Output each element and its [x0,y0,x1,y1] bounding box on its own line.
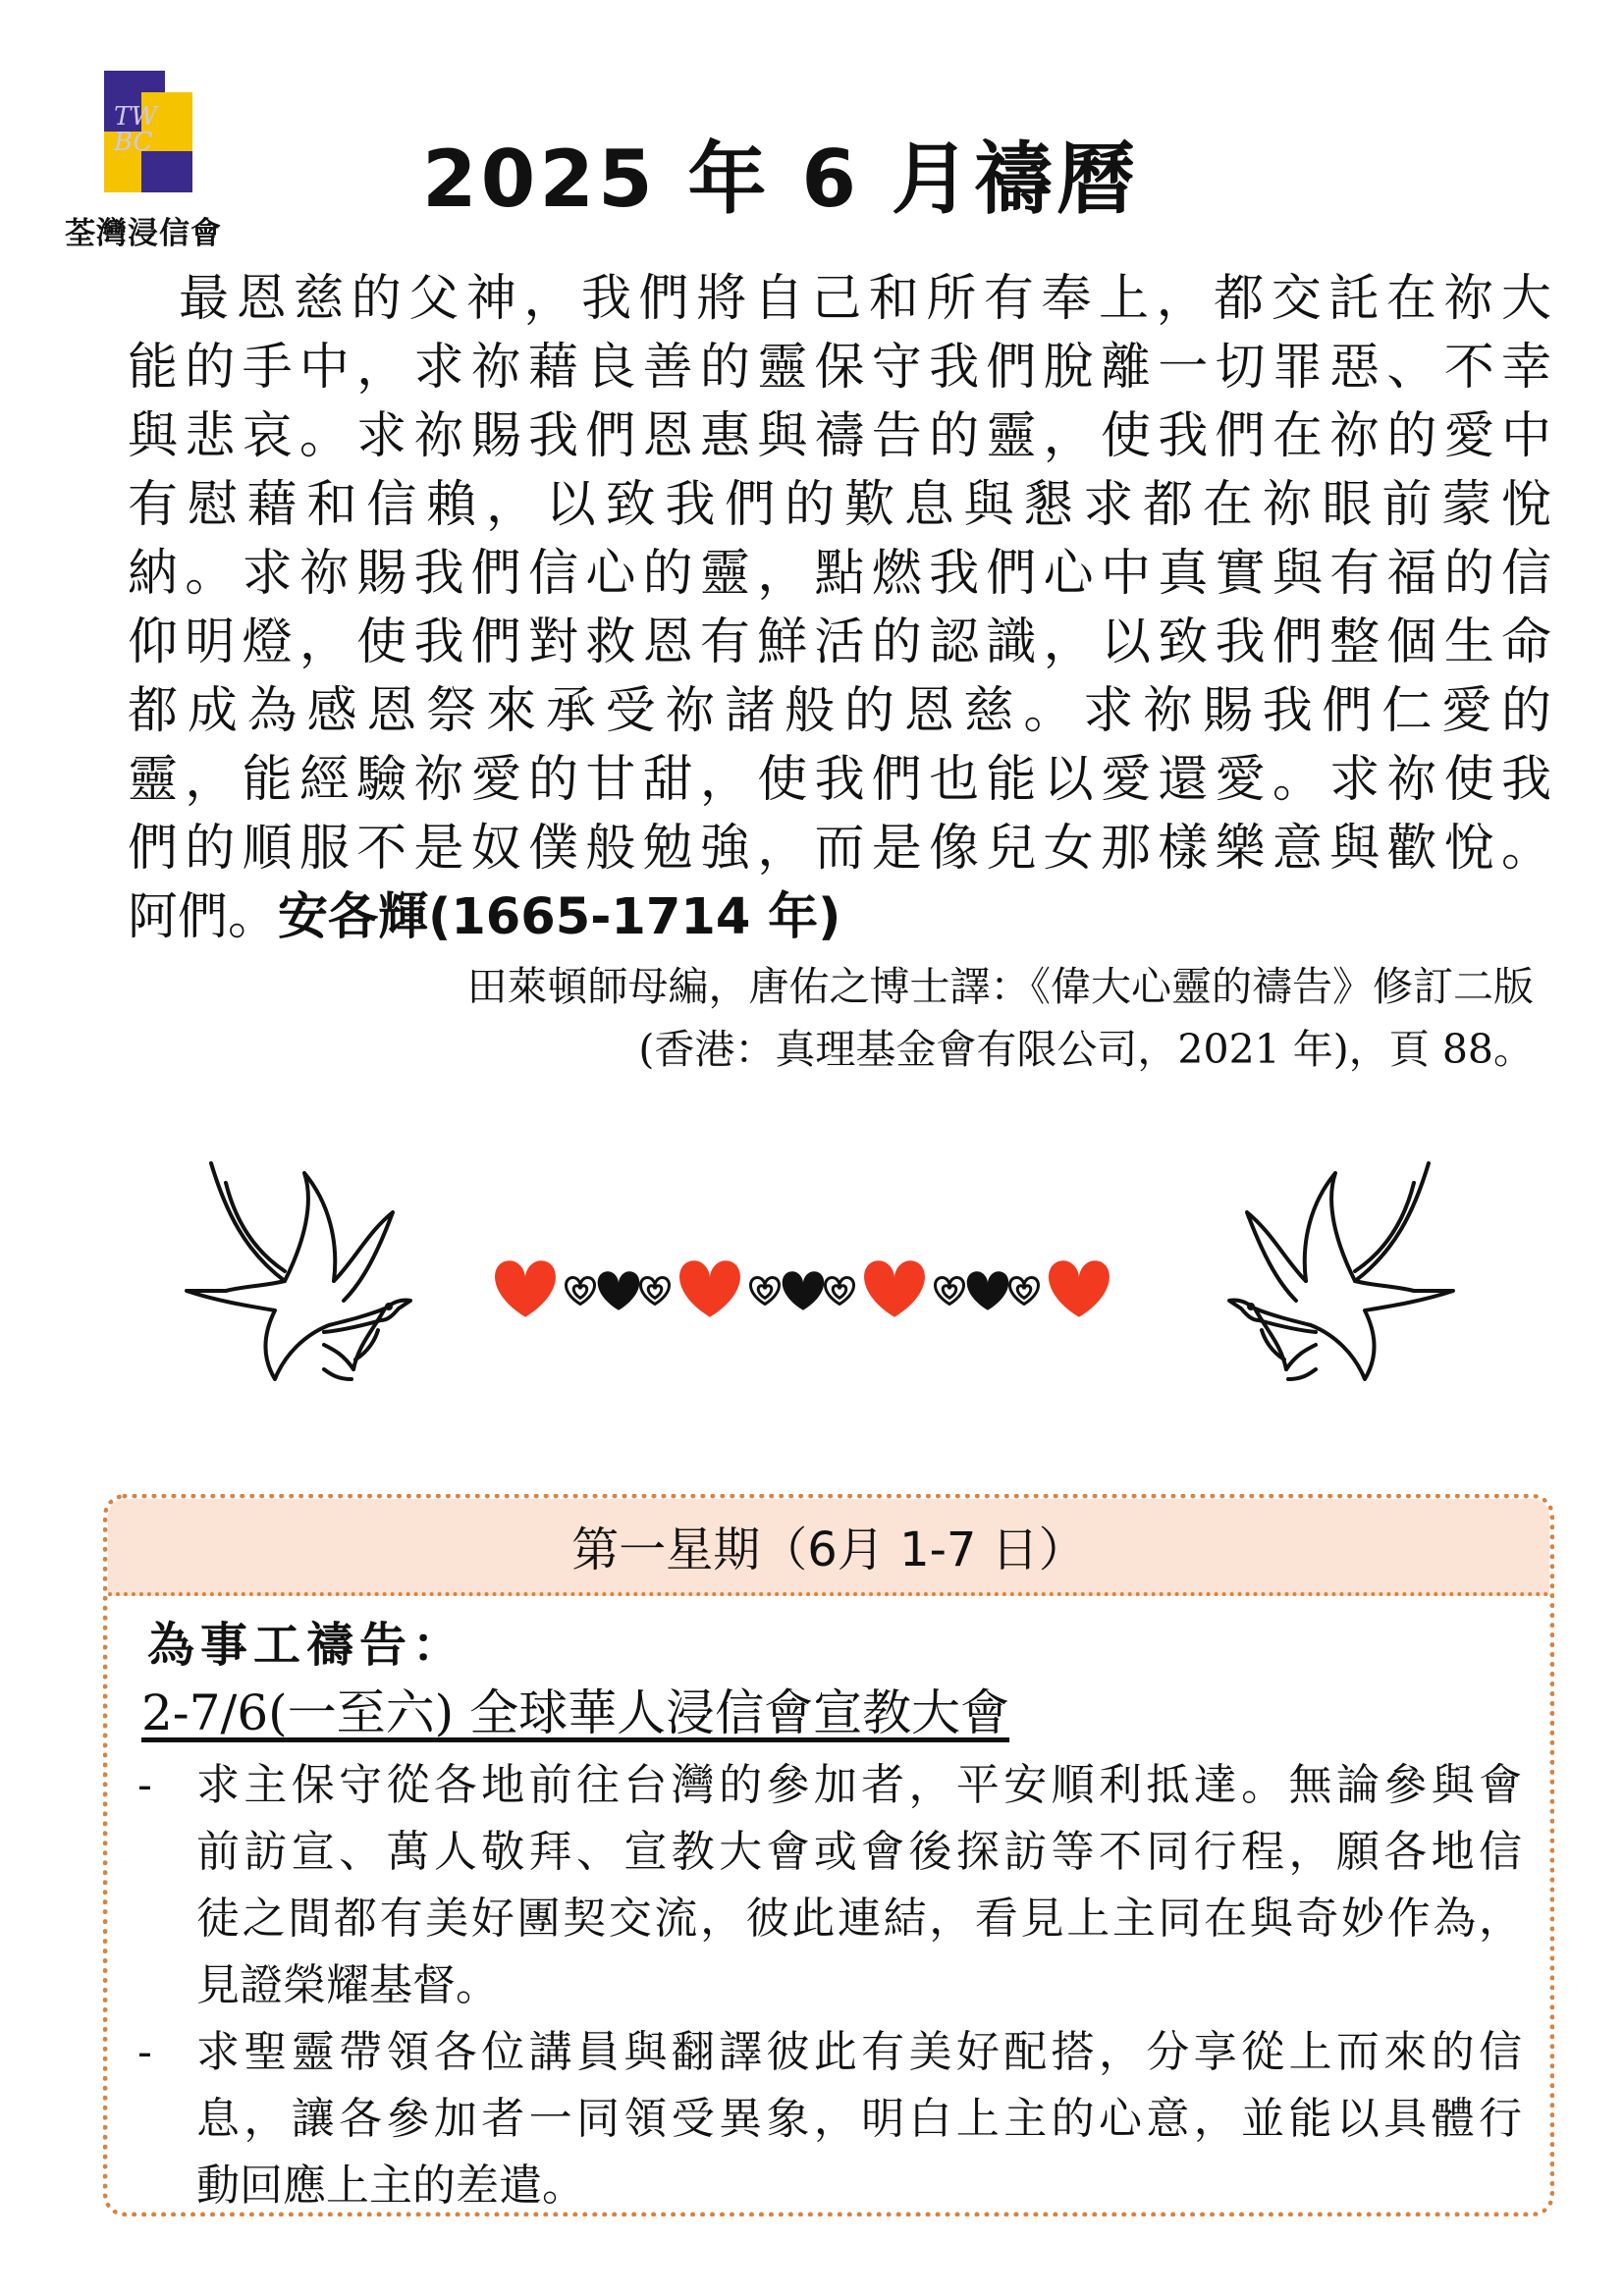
red-heart-icon [679,1260,740,1317]
item-line: 求聖靈帶領各位講員與翻譯彼此有美好配搭，分享從上而來的信 [196,2027,1522,2077]
red-heart-icon [495,1260,556,1317]
item-line: 動回應上主的差遣。 [196,2161,585,2211]
list-item [137,1752,1522,2019]
list-bullet: - [137,1760,152,1810]
logo-navy-square-lower [141,151,192,192]
heart-row [495,1260,1110,1317]
black-heart-icon [598,1271,640,1310]
small-outline-heart-icon [750,1278,779,1305]
red-heart-icon [1049,1260,1110,1317]
prayer-items-list [137,1752,1522,2216]
right-dove-icon [1229,1163,1453,1379]
small-inner-heart-icon [648,1286,662,1299]
prayer-text [128,265,1551,952]
church-name: 荃灣浸信會 [65,216,222,251]
church-logo [104,71,192,193]
item-line: 求主保守從各地前往台灣的參加者，平安順利抵達。無論參與會 [196,1760,1522,1810]
small-outline-heart-icon [1009,1278,1038,1305]
prayer-line: 納。求祢賜我們信心的靈，點燃我們心中真實與有福的信 [128,545,1551,603]
small-inner-heart-icon [573,1286,587,1299]
prayer-line: 能的手中，求祢藉良善的靈保守我們脫離一切罪惡、不幸 [128,339,1551,397]
week-header: 第一星期（6月 1-7 日） [108,1499,1549,1596]
doves-hearts-decoration [167,1144,1473,1438]
logo-mark: TW BC [114,102,158,157]
item-line: 見證榮耀基督。 [196,1960,499,2010]
small-outline-heart-icon [640,1278,669,1305]
section-title: 為事工禱告： [147,1618,466,1673]
red-heart-icon [864,1260,925,1317]
small-outline-heart-icon [566,1278,594,1305]
item-line: 前訪宣、萬人敬拜、宣教大會或會後探訪等不同行程，願各地信 [196,1827,1522,1877]
item-line: 息，讓各參加者一同領受異象，明白上主的心意，並能以具體行 [196,2094,1522,2144]
list-item [137,2019,1522,2216]
prayer-closing-line [128,883,1551,952]
event-title: 2-7/6(一至六) 全球華人浸信會宣教大會 [141,1684,1010,1741]
prayer-line: 有慰藉和信賴，以致我們的歎息與懇求都在祢眼前蒙悅 [128,476,1551,534]
prayer-line: 最恩慈的父神，我們將自己和所有奉上，都交託在祢大 [179,270,1551,328]
week-one-box [103,1494,1554,2216]
source-citation-line2: (香港：真理基金會有限公司，2021 年)，頁 88。 [638,1026,1534,1073]
prayer-line: 靈，能經驗祢愛的甘甜，使我們也能以愛還愛。求祢使我 [128,751,1551,809]
prayer-author: 安各輝(1665-1714 年) [278,888,841,946]
prayer-line: 仰明燈，使我們對救恩有鮮活的認識，以致我們整個生命 [128,614,1551,671]
prayer-line: 與悲哀。求祢賜我們恩惠與禱告的靈，使我們在祢的愛中 [128,407,1551,465]
small-inner-heart-icon [943,1286,956,1299]
page-title: 2025 年 6 月禱曆 [422,133,1139,225]
prayer-line: 都成為感恩祭來承受祢諸般的恩慈。求祢賜我們仁愛的 [128,682,1551,740]
source-citation-line1: 田萊頓師母編，唐佑之博士譯：《偉大心靈的禱告》修訂二版 [466,963,1534,1010]
small-inner-heart-icon [1017,1286,1031,1299]
prayer-amen: 阿們。 [128,888,279,946]
black-heart-icon [783,1271,825,1310]
small-outline-heart-icon [825,1278,853,1305]
prayer-line: 們的順服不是奴僕般勉強，而是像兒女那樣樂意與歡悅。 [128,820,1551,878]
list-bullet: - [137,2027,152,2077]
left-dove-icon [187,1163,410,1379]
black-heart-icon [967,1271,1009,1310]
item-line: 徒之間都有美好團契交流，彼此連結，看見上主同在與奇妙作為， [196,1894,1522,1944]
small-inner-heart-icon [758,1286,772,1299]
small-outline-heart-icon [935,1278,963,1305]
small-inner-heart-icon [833,1286,846,1299]
